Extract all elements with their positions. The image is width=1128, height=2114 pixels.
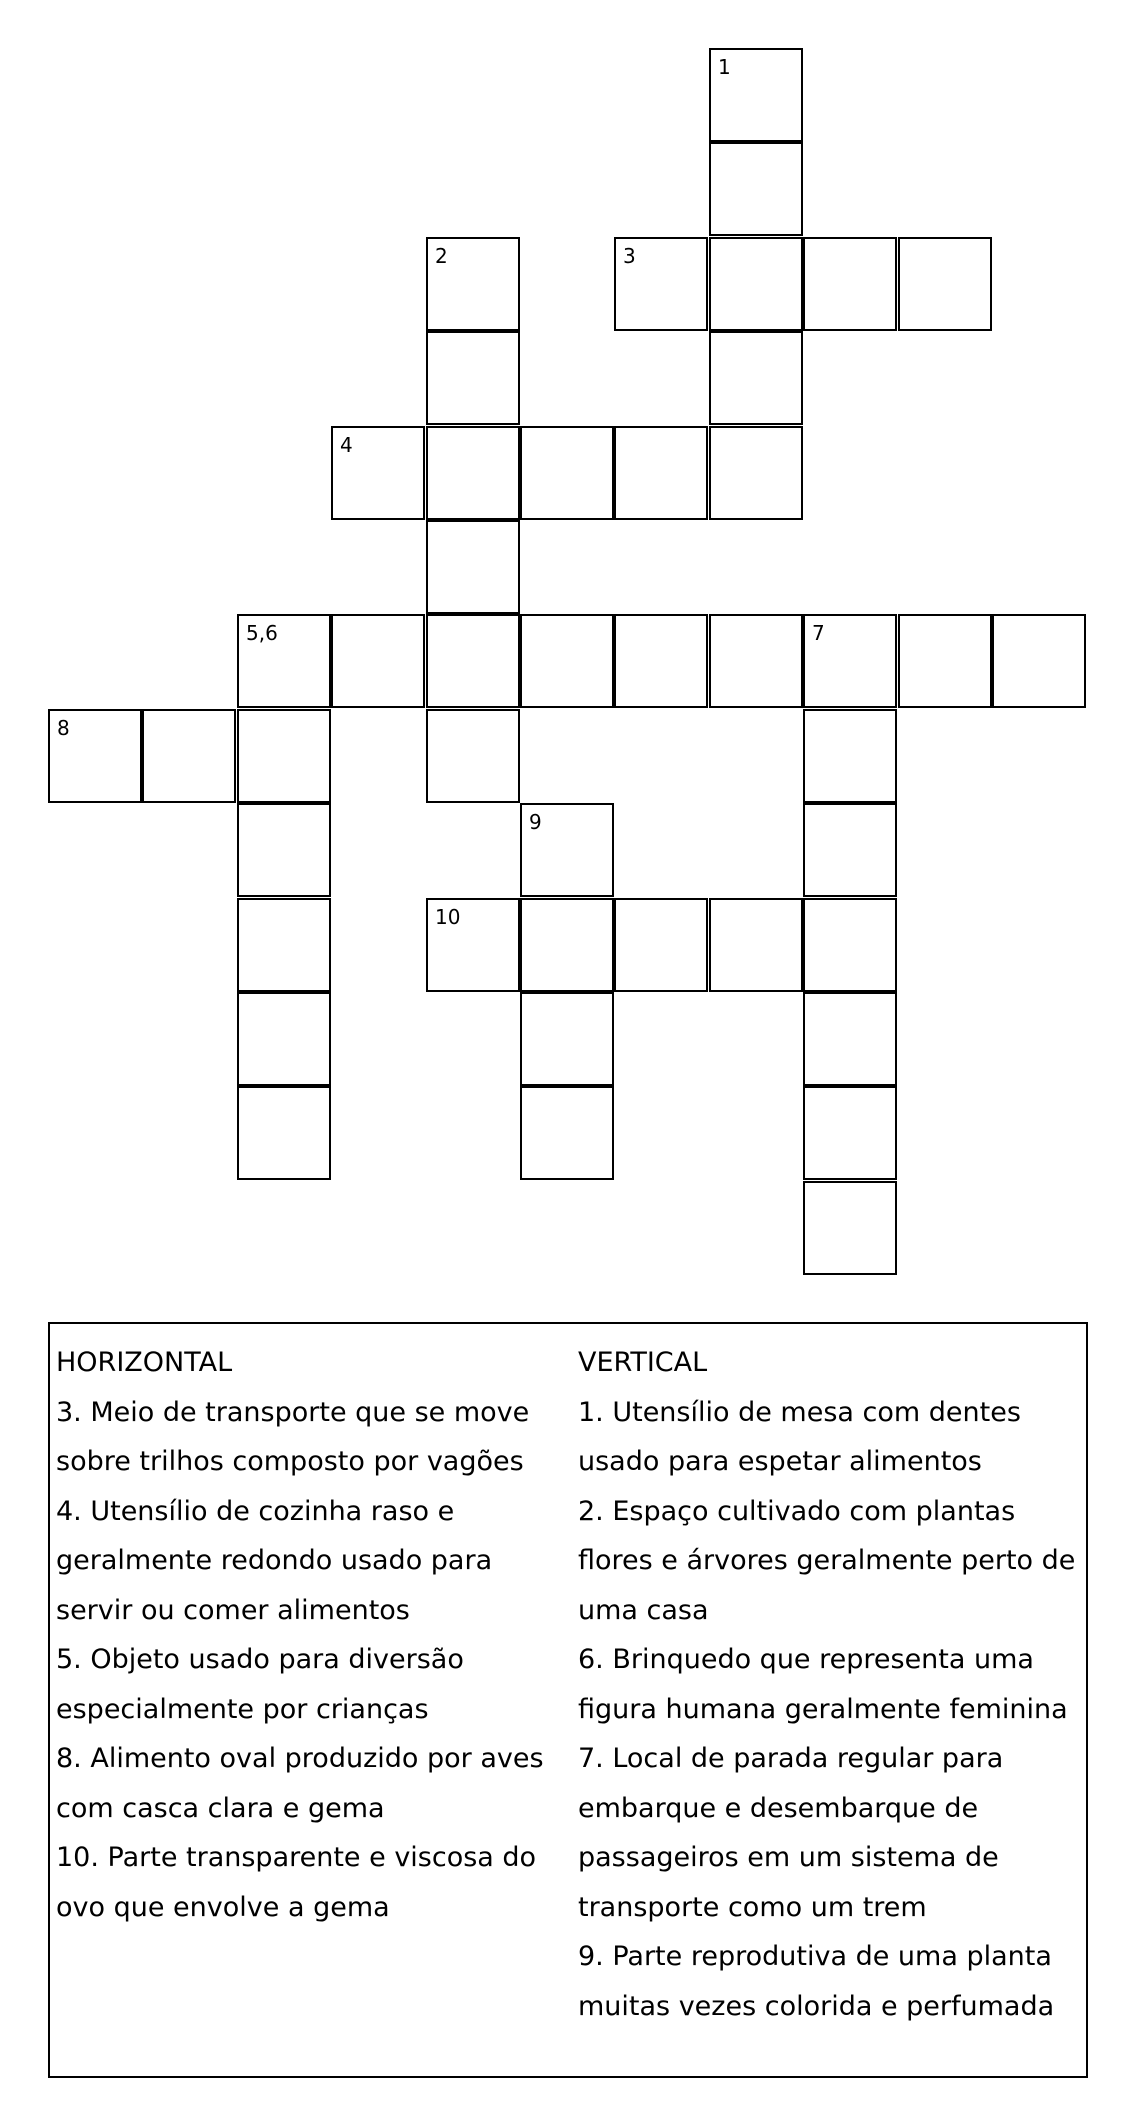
horizontal-clue-line: geralmente redondo usado para: [56, 1545, 493, 1576]
crossword-cell[interactable]: [614, 237, 708, 331]
vertical-clue-line: 7. Local de parada regular para: [578, 1743, 1004, 1774]
crossword-cell[interactable]: [803, 614, 897, 708]
crossword-cell[interactable]: [426, 237, 520, 331]
crossword-cell[interactable]: [331, 426, 425, 520]
horizontal-clue-line: sobre trilhos composto por vagões: [56, 1446, 524, 1477]
clue-number: 2: [435, 244, 448, 268]
crossword-cell[interactable]: [426, 520, 520, 614]
clue-number: 9: [529, 810, 542, 834]
crossword-cell[interactable]: [803, 709, 897, 803]
crossword-cell[interactable]: [709, 614, 803, 708]
crossword-cell[interactable]: [709, 237, 803, 331]
crossword-cell[interactable]: [520, 1086, 614, 1180]
horizontal-clue-line: especialmente por crianças: [56, 1693, 429, 1725]
horizontal-clue-line: ovo que envolve a gema: [56, 1891, 390, 1923]
crossword-cell[interactable]: [803, 992, 897, 1086]
crossword-cell[interactable]: [614, 614, 708, 708]
vertical-clue-line: figura humana geralmente feminina: [578, 1693, 1068, 1725]
crossword-cell[interactable]: [614, 426, 708, 520]
crossword-cell[interactable]: [520, 803, 614, 897]
crossword-cell[interactable]: [237, 992, 331, 1086]
vertical-clue-line: 2. Espaço cultivado com plantas: [578, 1495, 1016, 1527]
vertical-clue-line: transporte como um trem: [578, 1891, 927, 1923]
crossword-cell[interactable]: [803, 237, 897, 331]
clue-number: 1: [718, 55, 731, 79]
crossword-cell[interactable]: [803, 1181, 897, 1275]
crossword-cell[interactable]: [426, 331, 520, 425]
crossword-cell[interactable]: [426, 426, 520, 520]
horizontal-clue-line: 4. Utensílio de cozinha raso e: [56, 1495, 455, 1527]
crossword-cell[interactable]: [709, 48, 803, 142]
vertical-clue-line: passageiros em um sistema de: [578, 1842, 999, 1873]
horizontal-heading: HORIZONTAL: [56, 1347, 233, 1378]
crossword-cell[interactable]: [898, 237, 992, 331]
crossword-cell[interactable]: [237, 709, 331, 803]
horizontal-clue-line: 5. Objeto usado para diversão: [56, 1644, 464, 1675]
horizontal-clue-line: 8. Alimento oval produzido por aves: [56, 1743, 544, 1774]
crossword-cell[interactable]: [709, 331, 803, 425]
clue-number: 10: [435, 905, 461, 929]
crossword-cell[interactable]: [237, 803, 331, 897]
crossword-cell[interactable]: [992, 614, 1086, 708]
vertical-clue-line: embarque e desembarque de: [578, 1792, 979, 1824]
horizontal-clue-line: com casca clara e gema: [56, 1792, 385, 1824]
crossword-cell[interactable]: [803, 803, 897, 897]
crossword-cell[interactable]: [426, 709, 520, 803]
vertical-clue-line: 9. Parte reprodutiva de uma planta: [578, 1941, 1052, 1972]
vertical-heading: VERTICAL: [578, 1347, 708, 1378]
crossword-cell[interactable]: [237, 1086, 331, 1180]
crossword-cell[interactable]: [331, 614, 425, 708]
crossword-cell[interactable]: [426, 898, 520, 992]
horizontal-clue-line: 10. Parte transparente e viscosa do: [56, 1842, 537, 1873]
vertical-clue-line: 1. Utensílio de mesa com dentes: [578, 1396, 1021, 1428]
vertical-clue-line: muitas vezes colorida e perfumada: [578, 1990, 1055, 2022]
clue-number: 3: [623, 244, 636, 268]
crossword-cell[interactable]: [237, 614, 331, 708]
vertical-clues: [578, 1338, 1083, 2031]
vertical-clue-line: uma casa: [578, 1594, 709, 1626]
crossword-cell[interactable]: [898, 614, 992, 708]
crossword-cell[interactable]: [520, 898, 614, 992]
crossword-cell[interactable]: [48, 709, 142, 803]
crossword-cell[interactable]: [520, 992, 614, 1086]
crossword-cell[interactable]: [142, 709, 236, 803]
clue-number: 4: [340, 433, 353, 457]
crossword-cell[interactable]: [803, 898, 897, 992]
clues-panel: [48, 1322, 1088, 2078]
vertical-clue-line: 6. Brinquedo que representa uma: [578, 1644, 1034, 1675]
crossword-cell[interactable]: [803, 1086, 897, 1180]
crossword-cell[interactable]: [426, 614, 520, 708]
crossword-cell[interactable]: [709, 426, 803, 520]
clue-number: 5,6: [246, 621, 278, 645]
crossword-cell[interactable]: [520, 426, 614, 520]
crossword-cell[interactable]: [709, 898, 803, 992]
clue-number: 7: [812, 621, 825, 645]
clue-number: 8: [57, 716, 70, 740]
vertical-clue-line: flores e árvores geralmente perto de: [578, 1545, 1076, 1576]
crossword-cell[interactable]: [520, 614, 614, 708]
horizontal-clues: [56, 1338, 566, 1932]
crossword-cell[interactable]: [709, 142, 803, 236]
vertical-clue-line: usado para espetar alimentos: [578, 1446, 982, 1477]
crossword-cell[interactable]: [614, 898, 708, 992]
crossword-cell[interactable]: [237, 898, 331, 992]
horizontal-clue-line: 3. Meio de transporte que se move: [56, 1396, 530, 1428]
horizontal-clue-line: servir ou comer alimentos: [56, 1594, 410, 1626]
